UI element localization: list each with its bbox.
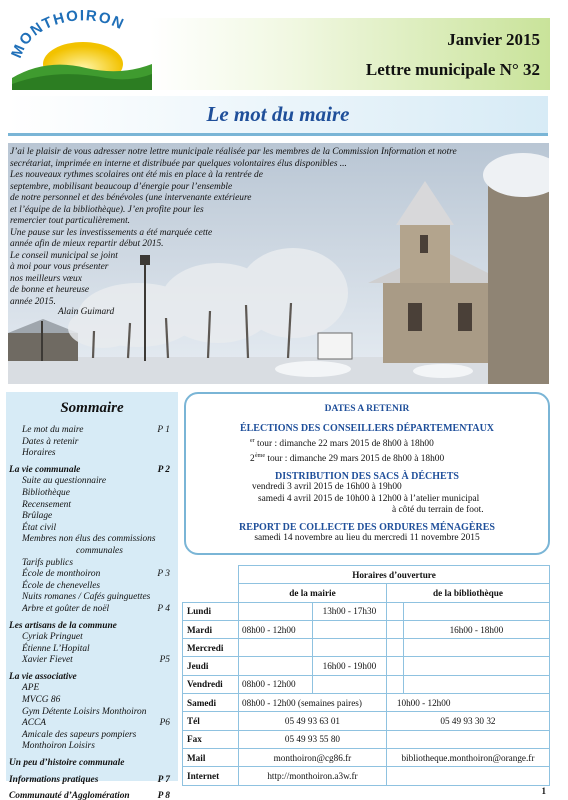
mot-line: de bonne et heureuse [10,285,90,295]
mot-line: J’ai le plaisir de vous adresser notre lettre municipale réalisée par les membres de la Commission Information et notre [10,147,457,157]
sommaire-label: Communauté d’Agglomération [9,791,130,800]
dates-heading: DATES A RETENIR [324,404,410,414]
day-label: Samedi [183,694,239,712]
sommaire-item [6,655,178,667]
sommaire-label: Les artisans de la commune [9,620,117,631]
table-row [183,748,550,766]
sommaire-label: Dates à retenir [22,436,79,447]
mot-line: Une pause sur les investissements a été marquée cette [10,227,213,238]
table-row [183,639,550,657]
mot-line: à moi pour vous présenter [10,262,109,272]
sommaire-label: communales [76,545,123,556]
biblio-afternoon [403,602,549,620]
mot-banner [8,96,548,136]
sommaire-label: École de chenevelles [22,580,101,591]
sommaire-label: Xavier Fievet [22,655,73,666]
sommaire-item [6,476,178,488]
dates-panel [184,392,550,555]
mot-line: et l’équipe de la bibliothèque). J’en profite pour les [10,204,204,215]
sommaire-page: P 3 [157,569,170,580]
tour-1: $^{er}$ tour : dimanche 22 mars 2015 de 8h00 à 18h00 [250,438,434,450]
mot-line: nos meilleurs vœux [10,273,82,284]
sommaire-label: Étienne L’Hopital [22,643,90,654]
sommaire-item [6,592,178,604]
sommaire-item [6,425,178,437]
day-label: Mercredi [183,639,239,657]
mairie-afternoon [312,639,386,657]
elections-title: ÉLECTIONS DES CONSEILLERS DÉPARTEMENTAUX [239,423,495,434]
sommaire-page: P 1 [157,425,170,435]
biblio-morning [386,620,403,638]
horaires-days [183,602,550,693]
table-row [183,675,550,693]
sacs-line-2: samedi 4 avril 2015 de 10h00 à 12h00 à l’atelier municipal [258,493,480,504]
sommaire-label: Monthoiron Loisirs [22,741,95,752]
mail-biblio-link[interactable]: bibliotheque.monthoiron@orange.fr [386,748,549,766]
page-header [0,0,568,92]
table-row [183,602,550,620]
sommaire-label: Informations pratiques [9,774,99,785]
mot-line: de notre personnel et des bénévoles (une intervenante extérieure [10,193,252,203]
day-label: Jeudi [183,657,239,675]
tel-label: Tél [183,712,239,730]
issue-title: Lettre municipale N° 32 [365,60,540,79]
sommaire-page: P 8 [157,791,170,800]
monthoiron-logo [6,6,156,90]
sommaire-label: APE [22,683,40,694]
sommaire-item [6,718,178,730]
mayor-signature: Alain Guimard [58,307,115,317]
sommaire-label: MVCG 86 [22,695,61,706]
internet-label: Internet [183,767,239,785]
sommaire-item [6,695,178,707]
sommaire-panel [6,392,178,800]
biblio-morning [386,639,403,657]
mot-line: année afin de mieux repartir début 2015. [10,239,164,249]
sommaire-label: Bibliothèque [22,487,70,498]
sommaire-label: Amicale des sapeurs pompiers [22,729,137,740]
biblio-morning [386,657,403,675]
mairie-morning [239,657,313,675]
biblio-afternoon [403,657,549,675]
sommaire-list [6,425,178,800]
biblio-morning [386,602,403,620]
tour-2: 2ème tour : dimanche 29 mars 2015 de 8h00 à 18h00 [250,452,445,465]
sommaire-label: Cyriak Pringuet [22,632,83,643]
biblio-afternoon [403,639,549,657]
sommaire-item [6,488,178,500]
sommaire-item [6,534,178,546]
sommaire-label: ACCA [22,718,46,729]
sommaire-item [6,569,178,581]
sommaire-item [6,448,178,460]
sommaire-item [6,683,178,695]
mairie-morning [239,639,313,657]
horaires-title: Horaires d’ouverture [239,566,550,584]
sommaire-page: P 7 [157,774,170,785]
mot-text [10,147,470,308]
mairie-afternoon: 16h00 - 19h00 [312,657,386,675]
sommaire-section [6,791,178,800]
mot-line: Le conseil municipal se joint [10,250,118,261]
sommaire-section [6,465,178,477]
sommaire-item [6,511,178,523]
sommaire-label: Tarifs publics [22,557,73,568]
tel-mairie: 05 49 93 63 01 [239,712,387,730]
sommaire-page: P 2 [157,464,170,475]
sommaire-label: La vie associative [9,671,77,682]
sommaire-item [6,644,178,656]
mot-line: secrétariat, imprimée en interne et distribuée par quelques volontaires élus disponibles ... [10,158,347,169]
mairie-afternoon [312,675,386,693]
sommaire-section [6,758,178,770]
sommaire-item [6,437,178,449]
sacs-line-1: vendredi 3 avril 2015 de 16h00 à 19h00 [252,481,402,492]
svg-text:MONTHOIRON: MONTHOIRON [8,7,128,61]
table-row [183,694,550,712]
sommaire-item [6,523,178,535]
sommaire-label: État civil [22,522,57,533]
mot-line: remercier tout particulièrement. [10,216,131,226]
mot-title: Le mot du maire [206,102,350,126]
fax-label: Fax [183,730,239,748]
sommaire-item [6,707,178,719]
sommaire-label: Membres non élus des commissions [22,534,156,545]
mot-line: année 2015. [10,296,56,307]
sommaire-label: Horaires [22,448,56,459]
sommaire-item [6,741,178,753]
sommaire-label: Arbre et goûter de noël [22,603,110,614]
sommaire-label: Un peu d’histoire communale [9,758,125,769]
fax-mairie: 05 49 93 55 80 [239,730,387,748]
table-row [183,657,550,675]
sommaire-item [6,558,178,570]
mairie-afternoon [312,620,386,638]
website-link[interactable]: http://monthoiron.a3w.fr [239,767,387,785]
mail-label: Mail [183,748,239,766]
sommaire-item [6,546,178,558]
sommaire-label: Nuits romanes / Cafés guinguettes [22,592,151,603]
tel-biblio: 05 49 93 30 32 [386,712,549,730]
mairie-afternoon: 13h00 - 17h30 [312,602,386,620]
sacs-line-3: à côté du terrain de foot. [392,505,484,516]
day-label: Mardi [183,620,239,638]
sommaire-page: P 4 [157,603,170,614]
issue-date: Janvier 2015 [447,30,540,49]
col-bibliotheque: de la bibliothèque [386,584,549,602]
sommaire-label: École de monthoiron [22,569,101,580]
mairie-morning [239,602,313,620]
sommaire-label: Gym Détente Loisirs Monthoiron [22,706,147,717]
sommaire-label: Suite au questionnaire [22,476,107,487]
day-label: Lundi [183,602,239,620]
table-row [183,712,550,730]
col-mairie: de la mairie [239,584,387,602]
sommaire-section [6,775,178,787]
sommaire-item [6,500,178,512]
sommaire-label: Le mot du maire [22,425,84,435]
biblio-morning [386,675,403,693]
sommaire-item [6,730,178,742]
sommaire-item [6,604,178,616]
sommaire-label: Brûlage [22,511,53,522]
biblio-afternoon [403,675,549,693]
sacs-title: DISTRIBUTION DES SACS À DÉCHETS [275,470,459,482]
sommaire-page: P5 [159,655,170,666]
table-row [183,730,550,748]
sommaire-title: Sommaire [60,400,124,416]
sommaire-label: Recensement [22,499,71,510]
mairie-morning: 08h00 - 12h00 [239,620,313,638]
sommaire-page: P6 [159,718,170,729]
sommaire-label: La vie communale [9,464,81,475]
sommaire-item [6,581,178,593]
mot-line: Les nouveaux rythmes scolaires ont été mis en place à la rentrée de [10,170,263,180]
biblio-afternoon: 16h00 - 18h00 [403,620,549,638]
samedi-mairie: 08h00 - 12h00 (semaines paires) [239,694,387,712]
report-title: REPORT DE COLLECTE DES ORDURES MÉNAGÈRES [239,522,495,534]
mot-line: septembre, mobilisant beaucoup d’énergie pour l’ensemble [10,181,233,192]
table-row [183,620,550,638]
mairie-morning: 08h00 - 12h00 [239,675,313,693]
mail-mairie-link[interactable]: monthoiron@cg86.fr [239,748,387,766]
sommaire-item [6,632,178,644]
samedi-biblio: 10h00 - 12h00 [386,694,549,712]
page-number: 1 [541,786,546,796]
sommaire-section [6,621,178,633]
report-line: samedi 14 novembre au lieu du mercredi 11 novembre 2015 [254,533,480,544]
sommaire-section [6,672,178,684]
table-row [183,767,550,785]
day-label: Vendredi [183,675,239,693]
horaires-table [182,565,550,786]
